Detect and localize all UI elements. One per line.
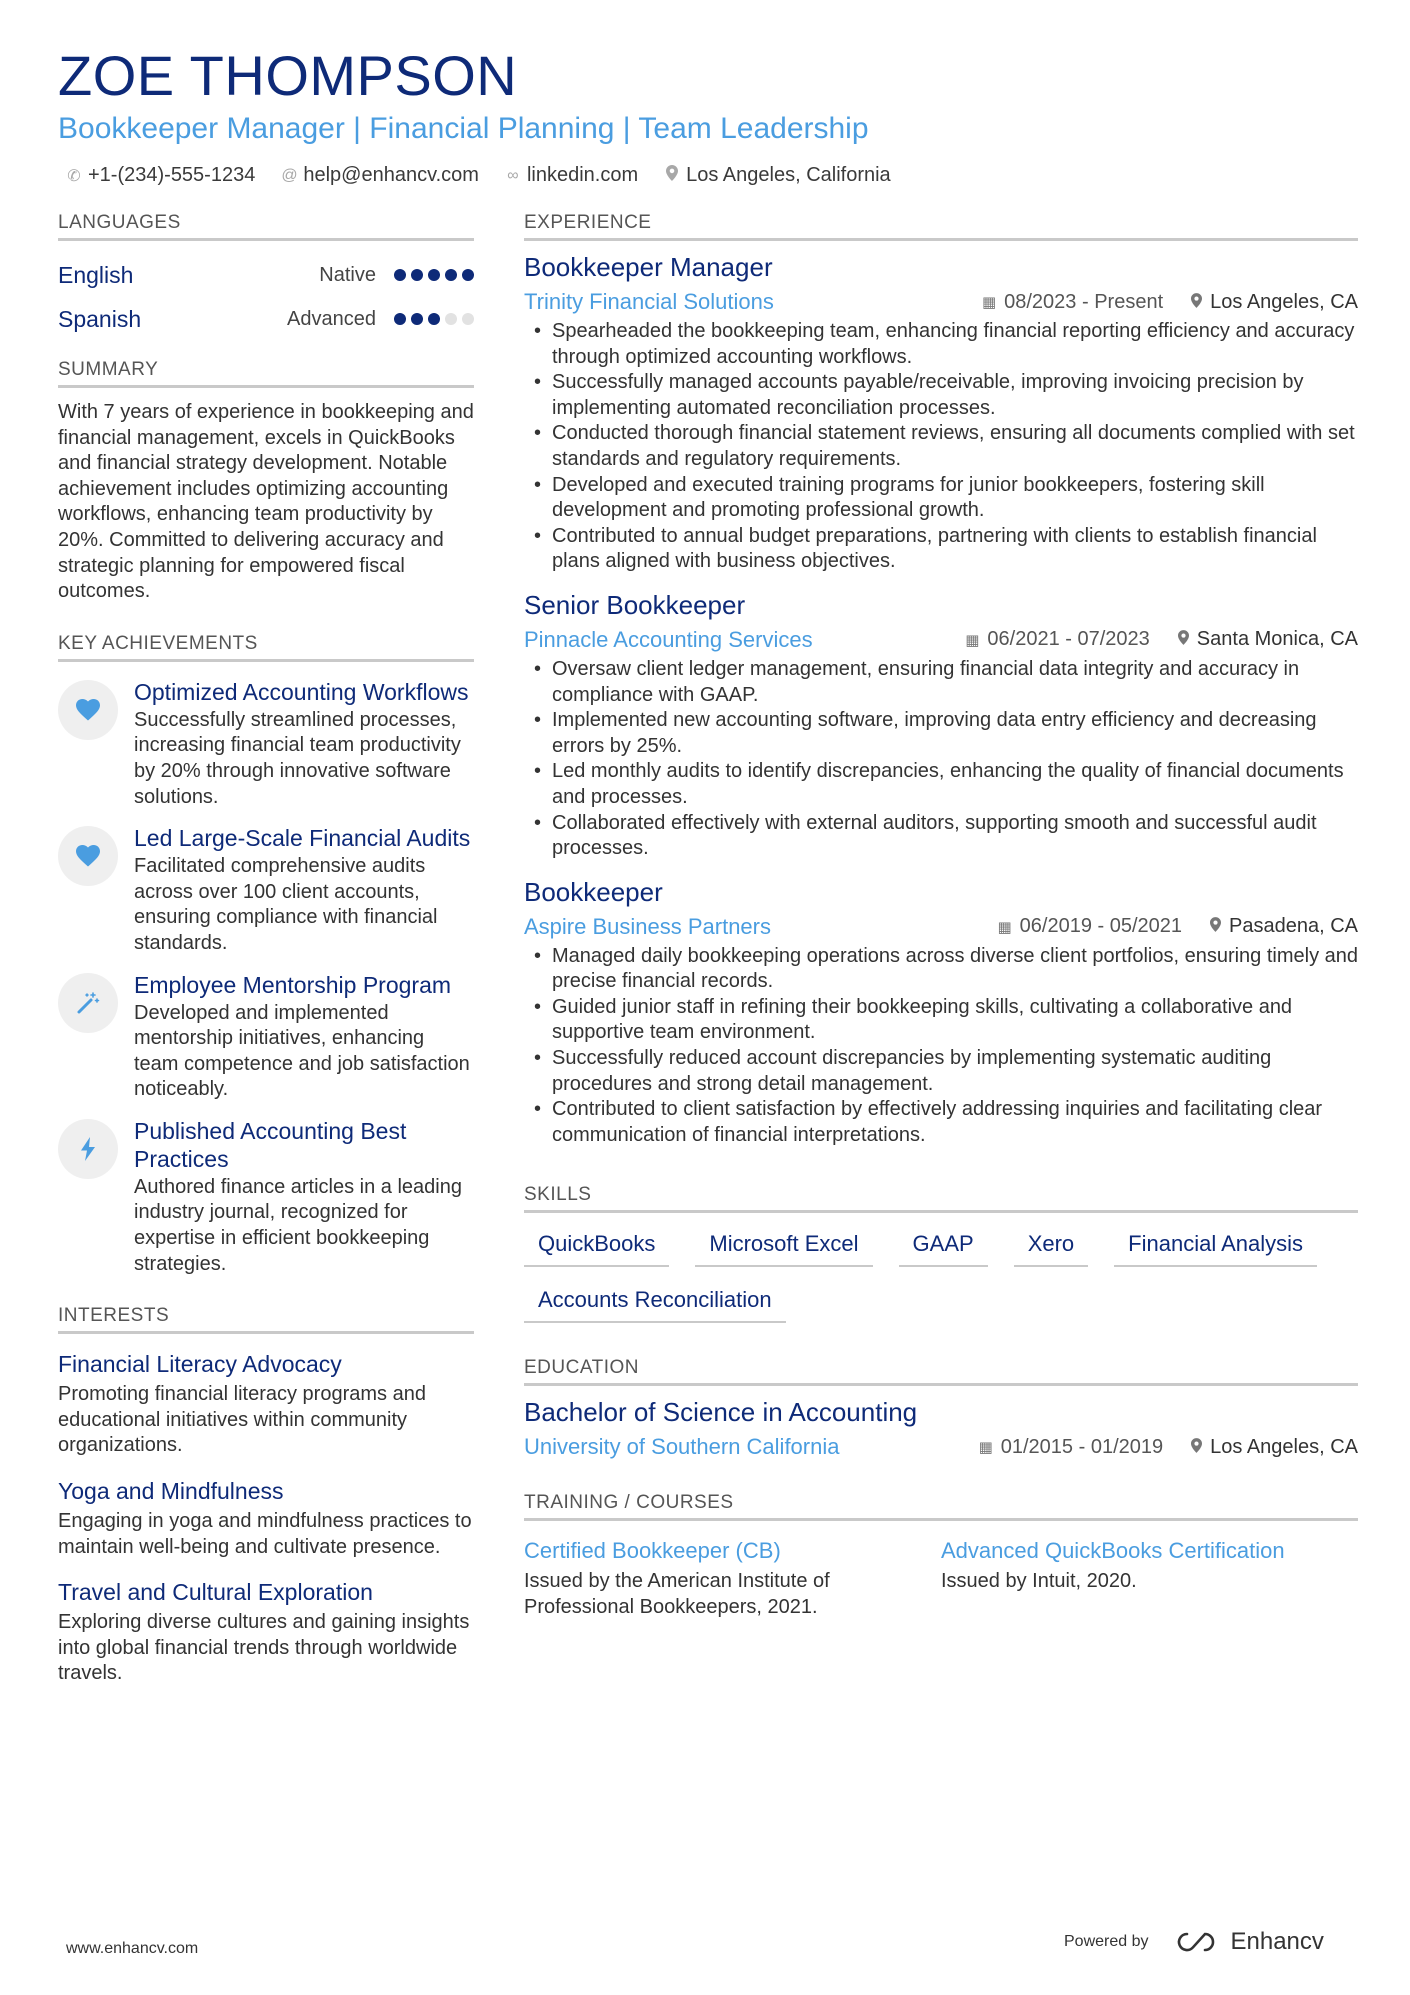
education-location [1191,1436,1358,1459]
calendar-icon: ▦ [981,294,997,311]
job-company: Trinity Financial Solutions [524,289,774,314]
left-column [58,212,474,1705]
interest-desc: Promoting financial literacy programs and educational initiatives within community organizations. [58,1383,426,1457]
interest-title: Travel and Cultural Exploration [58,1579,373,1606]
location-pin-icon [1191,1438,1202,1457]
heart-icon [58,826,118,886]
job-location [1191,291,1358,314]
job-bullets [524,657,1358,862]
achievement-title: Employee Mentorship Program [134,971,452,998]
training-heading: TRAINING / COURSES [524,1492,1358,1521]
job-company: Pinnacle Accounting Services [524,626,813,652]
job-dates-text: 06/2019 - 05/2021 [1019,915,1183,938]
course-title: Advanced QuickBooks Certification [941,1538,1285,1564]
phone-icon: ✆ [67,167,81,185]
enhancv-logo[interactable] [1175,1928,1324,1956]
course-title: Certified Bookkeeper (CB) [524,1538,781,1564]
right-column [524,212,1358,1621]
experience-heading: EXPERIENCE [524,212,1358,241]
job-location [1210,915,1358,938]
job-bullet: • Conducted thorough financial statement reviews, ensuring all documents complied with set standards and regulatory requirements. [524,421,1358,472]
education-entry [524,1396,1358,1462]
at-icon: @ [281,166,298,184]
interest-desc: Engaging in yoga and mindfulness practices to maintain well-being and cultivate presence. [58,1510,472,1558]
job-bullet: • Managed daily bookkeeping operations across diverse client portfolios, ensuring timely and precise financial records. [524,944,1358,995]
heart-icon [58,680,118,740]
job-bullet: • Contributed to client satisfaction by effectively addressing inquiries and facilitating clear communication of financial interpretations. [524,1097,1358,1148]
achievement-title: Published Accounting Best Practices [134,1117,407,1172]
brand-name: Enhancv [1230,1928,1324,1955]
email-text: help@enhancv.com [303,164,479,186]
job-bullet: • Successfully reduced account discrepancies by implementing systematic auditing procedures and strong detail management. [524,1046,1358,1097]
education-location-text: Los Angeles, CA [1210,1435,1358,1458]
location-pin-icon [1210,917,1221,936]
proficiency-dot-filled [411,269,423,281]
language-level: Native [319,263,376,286]
calendar-icon: ▦ [965,631,980,649]
language-item [58,253,474,297]
education-dates-text: 01/2015 - 01/2019 [1000,1435,1164,1458]
language-dots [394,269,474,281]
proficiency-dot-filled [462,269,474,281]
job-location [1178,628,1358,651]
contact-row [66,164,891,187]
contact-location [664,164,891,187]
job-bullet: • Spearheaded the bookkeeping team, enhancing financial reporting efficiency and accuracy through optimized accounting workflows. [524,319,1358,370]
job-bullets [524,944,1358,1149]
enhancv-logo-icon [1175,1930,1221,1954]
course-desc: Issued by Intuit, 2020. [941,1570,1137,1593]
magic-wand-icon [58,973,118,1033]
interest-item [58,1477,474,1560]
languages-list [58,253,474,341]
location-pin-icon [1178,630,1189,649]
proficiency-dot-filled [394,313,406,325]
job-meta [524,625,1358,655]
job-bullet: • Contributed to annual budget preparations, partnering with clients to establish financial plans aligned with business objectives. [524,524,1358,575]
candidate-subtitle: Bookkeeper Manager | Financial Planning | Team Leadership [58,112,869,145]
proficiency-dot-filled [428,313,440,325]
education-heading: EDUCATION [524,1357,1358,1386]
education-meta [524,1432,1358,1462]
interests-list [58,1350,474,1687]
calendar-icon: ▦ [997,918,1012,936]
job-dates [965,628,1150,651]
footer-branding [1064,1928,1324,1956]
candidate-name: ZOE THOMPSON [58,44,518,107]
job-location-text: Santa Monica, CA [1196,628,1358,651]
proficiency-dot-filled [394,269,406,281]
job-dates-text: 06/2021 - 07/2023 [987,628,1150,651]
courses-list [524,1533,1358,1620]
summary-text: With 7 years of experience in bookkeeping and financial management, excels in QuickBooks and financial strategy development. Notable achievement includes optimizing accounting workflows, enhancing team productivity by 20%. Committed to delivering accuracy and strategic planning for empowered fiscal outcomes. [58,401,474,603]
job-location-text: Los Angeles, CA [1210,290,1358,313]
job-entry [524,876,1358,1149]
proficiency-dot-filled [411,313,423,325]
interest-title: Financial Literacy Advocacy [58,1351,342,1378]
job-meta [524,912,1358,942]
job-dates-text: 08/2023 - Present [1004,290,1164,313]
job-bullet: • Led monthly audits to identify discrepancies, enhancing the quality of financial documents and processes. [524,759,1358,810]
course-item [941,1533,1358,1620]
proficiency-dot-empty [445,313,457,325]
language-level: Advanced [287,307,376,330]
skills-list [524,1225,1358,1323]
achievement-desc: Facilitated comprehensive audits across over 100 client accounts, ensuring compliance with financial standards. [134,855,438,954]
job-bullet: • Oversaw client ledger management, ensuring financial data integrity and accuracy in compliance with GAAP. [524,657,1358,708]
interest-item [58,1350,474,1459]
skills-heading: SKILLS [524,1184,1358,1213]
language-item [58,297,474,341]
job-bullet: • Implemented new accounting software, improving data entry efficiency and decreasing errors by 25%. [524,708,1358,759]
job-entry [524,589,1358,862]
location-text: Los Angeles, California [686,164,891,186]
job-meta [524,287,1358,317]
job-title: Bookkeeper [524,876,663,907]
calendar-icon: ▦ [978,1439,993,1457]
job-bullet: • Developed and executed training programs for junior bookkeepers, fostering skill development and promoting professional growth. [524,473,1358,524]
skill-tag: Xero [1014,1225,1088,1267]
job-bullet: • Successfully managed accounts payable/receivable, improving invoicing precision by implementing automated reconciliation processes. [524,370,1358,421]
job-bullet: • Guided junior staff in refining their bookkeeping skills, cultivating a collaborative and supportive team environment. [524,995,1358,1046]
achievement-desc: Developed and implemented mentorship initiatives, enhancing team competence and job satisfaction noticeably. [134,1001,470,1101]
language-dots [394,313,474,325]
achievements-list [58,678,474,1278]
interest-item [58,1578,474,1687]
job-dates [997,915,1182,938]
course-desc: Issued by the American Institute of Professional Bookkeepers, 2021. [524,1570,830,1619]
job-title: Bookkeeper Manager [524,252,773,282]
achievement-item [58,824,474,956]
contact-linkedin[interactable] [505,164,638,187]
achievement-title: Optimized Accounting Workflows [134,678,469,705]
job-bullet: • Collaborated effectively with external auditors, supporting smooth and successful audit processes. [524,811,1358,862]
location-pin-icon [664,165,680,186]
language-name: Spanish [58,305,142,332]
skill-tag: Financial Analysis [1114,1225,1317,1267]
language-name: English [58,261,134,288]
education-school: University of Southern California [524,1434,840,1460]
course-item [524,1533,941,1620]
job-dates [982,291,1163,314]
job-company: Aspire Business Partners [524,913,771,939]
skill-tag: Microsoft Excel [695,1225,872,1267]
contact-phone[interactable] [66,164,255,187]
achievement-desc: Successfully streamlined processes, increasing financial team productivity by 20% through innovative software solutions. [134,708,461,808]
skill-tag: GAAP [899,1225,988,1267]
job-title: Senior Bookkeeper [524,589,746,620]
job-bullets [524,319,1358,575]
interest-title: Yoga and Mindfulness [58,1478,284,1505]
interests-heading: INTERESTS [58,1305,474,1334]
achievement-item [58,971,474,1103]
contact-email[interactable] [281,164,479,187]
languages-heading: LANGUAGES [58,212,474,241]
job-entry [524,251,1358,575]
education-dates [979,1436,1164,1459]
proficiency-dot-empty [462,313,474,325]
job-location-text: Pasadena, CA [1229,915,1358,938]
skill-tag: QuickBooks [524,1225,669,1267]
skill-tag: Accounts Reconciliation [524,1281,786,1323]
phone-text: +1-(234)-555-1234 [88,164,256,186]
interest-desc: Exploring diverse cultures and gaining insights into global financial trends through worldwide travels. [58,1611,470,1685]
education-degree: Bachelor of Science in Accounting [524,1397,918,1428]
proficiency-dot-filled [445,269,457,281]
linkedin-text: linkedin.com [526,164,639,186]
proficiency-dot-filled [428,269,440,281]
achievement-desc: Authored finance articles in a leading industry journal, recognized for expertise in efficient bookkeeping strategies. [134,1175,462,1275]
achievement-item [58,678,474,810]
achievement-title: Led Large-Scale Financial Audits [134,825,471,852]
powered-by-text: Powered by [1064,1933,1149,1950]
achievement-item [58,1117,474,1277]
footer-website[interactable]: www.enhancv.com [66,1940,199,1957]
summary-heading: SUMMARY [58,359,474,388]
location-pin-icon [1191,293,1202,312]
achievements-heading: KEY ACHIEVEMENTS [58,633,474,662]
link-icon: ∞ [507,166,519,184]
lightning-icon [58,1119,118,1179]
